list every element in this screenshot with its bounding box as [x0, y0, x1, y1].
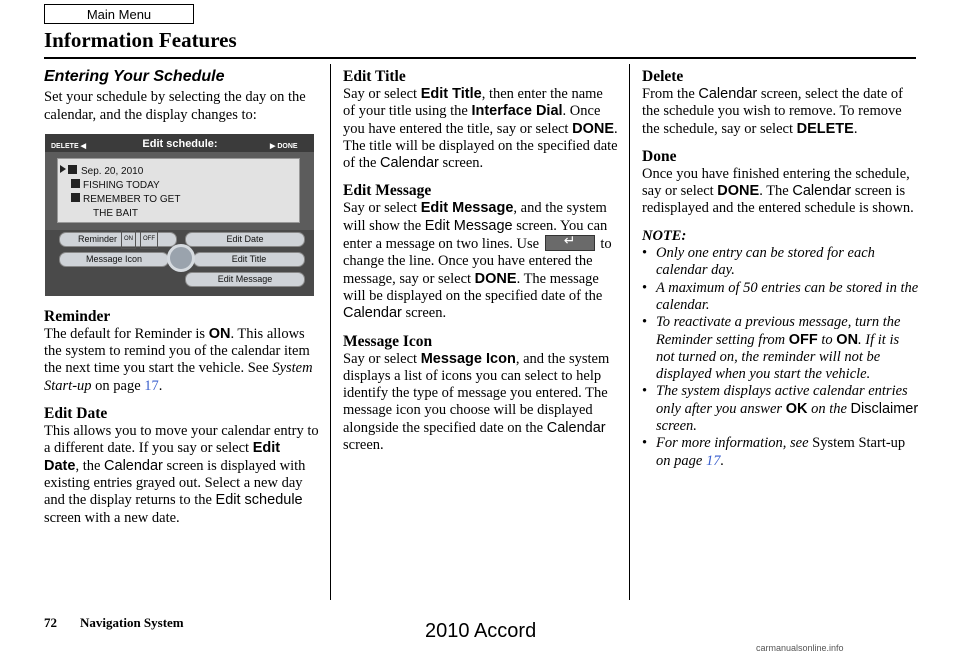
list-item: • A maximum of 50 entries can be stored in the calendar.	[642, 280, 920, 315]
page-title: Information Features	[44, 28, 237, 52]
edit-title-heading: Edit Title	[343, 68, 406, 85]
screen-done-label: ▶ DONE	[270, 142, 298, 150]
reminder-paragraph: The default for Reminder is ON. This allows the system to remind you of the calendar item the next time you start the vehicle. See System Start-up on page 17.	[44, 325, 313, 394]
reminder-heading: Reminder	[44, 307, 111, 325]
screen-title: Edit schedule:	[142, 137, 218, 150]
message-icon-button[interactable]: Message Icon	[59, 252, 169, 267]
edit-date-paragraph: This allows you to move your calendar entry to a different date. If you say or select Edit Date, the Calendar screen is displayed with existing entries grayed out. Select a new day and the display returns to the Edit schedule screen with a new date.	[44, 423, 319, 526]
edit-message-paragraph: Say or select Edit Message, and the system will show the Edit Message screen. You can enter a message on two lines. Use ↵ to change the line. Once you have entered the message, say or select DONE. The message will be displayed on the specified date of the Calendar screen.	[343, 200, 618, 322]
edit-date-heading: Edit Date	[44, 405, 108, 423]
column-divider-2	[629, 64, 630, 600]
message-icon	[71, 179, 80, 188]
column-divider-1	[330, 64, 331, 600]
footer-section: Navigation System	[80, 615, 184, 630]
edit-message-heading: Edit Message	[343, 182, 432, 200]
column-3	[642, 68, 920, 470]
column-1	[44, 68, 319, 537]
interface-dial-icon	[167, 244, 195, 272]
message-icon	[71, 193, 80, 202]
page-link[interactable]: 17	[144, 377, 159, 394]
message-icon-paragraph: Say or select Message Icon, and the system displays a list of icons you can select to help identify the type of message you entered. The message icon you choose will be displayed alongside the specified date on the Calendar screen.	[343, 350, 610, 454]
delete-paragraph: From the Calendar screen, select the date of the schedule you wish to remove. To remove the schedule, say or select DELETE.	[642, 86, 903, 137]
screen-date-line: Sep. 20, 2010	[81, 165, 144, 177]
footer-model: 2010 Accord	[425, 620, 537, 642]
screen-delete-label: DELETE ◀	[51, 142, 86, 150]
title-divider	[44, 57, 916, 59]
screen-line-1: FISHING TODAY	[83, 179, 160, 191]
edit-title-button[interactable]: Edit Title	[193, 252, 305, 267]
intro-paragraph: Set your schedule by selecting the day on the calendar, and the display changes to:	[44, 89, 306, 123]
list-item: • To reactivate a previous message, turn the Reminder setting from OFF to ON. If it is not turned on, the reminder will not be displayed when you start the vehicle.	[642, 314, 920, 383]
section-subhead: Entering Your Schedule	[44, 68, 225, 85]
calendar-icon	[68, 165, 77, 174]
enter-key-icon	[545, 235, 595, 251]
message-icon-heading: Message Icon	[343, 332, 433, 350]
page-number: 72	[44, 615, 57, 630]
page-link[interactable]: 17	[705, 452, 721, 469]
notes-list	[642, 245, 920, 470]
note-label: NOTE:	[642, 227, 687, 244]
edit-message-button[interactable]: Edit Message	[185, 272, 305, 287]
edit-date-button[interactable]: Edit Date	[185, 232, 305, 247]
delete-heading: Delete	[642, 68, 684, 85]
list-item: • Only one entry can be stored for each calendar day.	[642, 245, 920, 280]
screen-pointer-icon	[60, 165, 66, 173]
watermark: carmanualsonline.info	[756, 643, 844, 653]
done-heading: Done	[642, 147, 677, 165]
list-item: • For more information, see System Start-up on page 17.	[642, 435, 920, 470]
main-menu-button[interactable]: Main Menu	[44, 4, 194, 24]
reminder-button[interactable]: Reminder ON OFF	[59, 232, 177, 247]
screen-line-3: THE BAIT	[93, 207, 139, 219]
edit-title-paragraph: Say or select Edit Title, then enter the name of your title using the Interface Dial. Once you have entered the title, say or select DONE. The title will be displayed on the specified date of the Calendar screen.	[343, 86, 618, 172]
column-2	[343, 68, 618, 464]
list-item: • The system displays active calendar entries only after you answer OK on the Disclaimer screen.	[642, 383, 920, 435]
screen-line-2: REMEMBER TO GET	[83, 193, 181, 205]
done-paragraph: Once you have finished entering the schedule, say or select DONE. The Calendar screen is redisplayed and the entered schedule is shown.	[642, 165, 914, 217]
edit-schedule-screenshot	[45, 134, 314, 296]
